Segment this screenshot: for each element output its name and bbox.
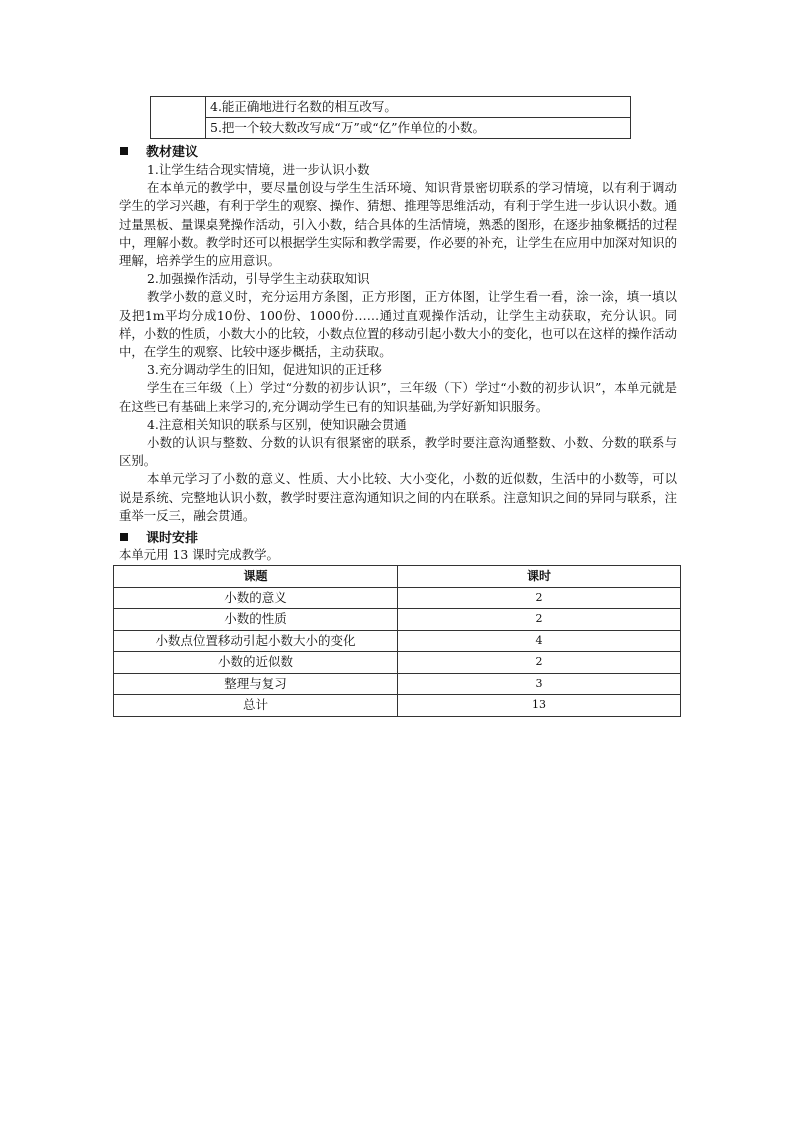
item-title-2: 2.加强操作活动，引导学生主动获取知识 [147,271,370,287]
table-row [114,609,681,631]
hours-cell: 4 [398,630,681,652]
table-row [151,118,631,139]
paragraph: 教学小数的意义时，充分运用方条图，正方形图，正方体图，让学生看一看，涂一涂，填一填以及把1m平均分成10份、100份、1000份……通过直观操作活动，让学生主动获取，充分认识。同样，小数的性质，小数大小的比较，小数点位置的移动引起小数大小的变化，也可以在这样的操作活动中，在学生的观察、比较中逐步概括，主动获取。 [119,289,677,360]
table-cell-blank [151,97,206,139]
square-bullet-icon [120,147,128,155]
topic-cell: 小数的意义 [114,587,398,609]
table-row-total [114,695,681,717]
suggestions-body [119,161,677,525]
paragraph: 本单元学习了小数的意义、性质、大小比较、大小变化，小数的近似数，生活中的小数等，可以说是系统、完整地认识小数，教学时要注意沟通知识之间的内在联系。注意知识之间的异同与联系，注重举一反三，融会贯通。 [119,471,677,523]
table-row [114,587,681,609]
paragraph: 小数的认识与整数、分数的认识有很紧密的联系，教学时要注意沟通整数、小数、分数的联系与区别。 [119,435,677,469]
section-heading-text: 教材建议 [146,145,199,160]
table-header-row [114,566,681,588]
table-row [114,652,681,674]
hours-cell: 2 [398,652,681,674]
column-header-topic: 课题 [114,566,398,588]
hours-cell: 13 [398,695,681,717]
goal-item-4: 4.能正确地进行名数的相互改写。 [206,97,631,118]
hours-cell: 3 [398,673,681,695]
topic-cell: 整理与复习 [114,673,398,695]
schedule-table [113,565,681,717]
goal-item-5: 5.把一个较大数改写成“万”或“亿”作单位的小数。 [206,118,631,139]
paragraph: 在本单元的教学中，要尽量创设与学生生活环境、知识背景密切联系的学习情境，以有利于调动学生的学习兴趣，有利于学生的观察、操作、猜想、推理等思维活动，有利于学生进一步认识小数。通过量黑板、量课桌凳操作活动，引入小数，结合具体的生活情境，熟悉的图形，在逐步抽象概括的过程中，理解小数。教学时还可以根据学生实际和教学需要，作必要的补充，让学生在应用中加深对知识的理解，培养学生的应用意识。 [119,180,677,269]
section-heading-schedule [120,527,198,546]
table-row [114,630,681,652]
topic-cell: 小数点位置移动引起小数大小的变化 [114,630,398,652]
schedule-intro: 本单元用 13 课时完成教学。 [119,547,279,562]
paragraph: 学生在三年级（上）学过“分数的初步认识”，三年级（下）学过“小数的初步认识”，本单元就是在这些已有基础上来学习的,充分调动学生已有的知识基础,为学好新知识服务。 [119,380,677,414]
item-title-3: 3.充分调动学生的旧知，促进知识的正迁移 [147,362,382,378]
table-row [114,673,681,695]
item-title-4: 4.注意相关知识的联系与区别，使知识融会贯通 [147,416,407,432]
table-row [151,97,631,118]
hours-cell: 2 [398,609,681,631]
square-bullet-icon [120,533,128,541]
topic-cell: 小数的近似数 [114,652,398,674]
teaching-goals-table [150,96,631,139]
item-title-1: 1.让学生结合现实情境，进一步认识小数 [147,162,370,177]
topic-cell: 总计 [114,695,398,717]
section-heading-suggestions [120,141,198,160]
section-heading-text: 课时安排 [146,531,199,546]
hours-cell: 2 [398,587,681,609]
topic-cell: 小数的性质 [114,609,398,631]
column-header-hours: 课时 [398,566,681,588]
